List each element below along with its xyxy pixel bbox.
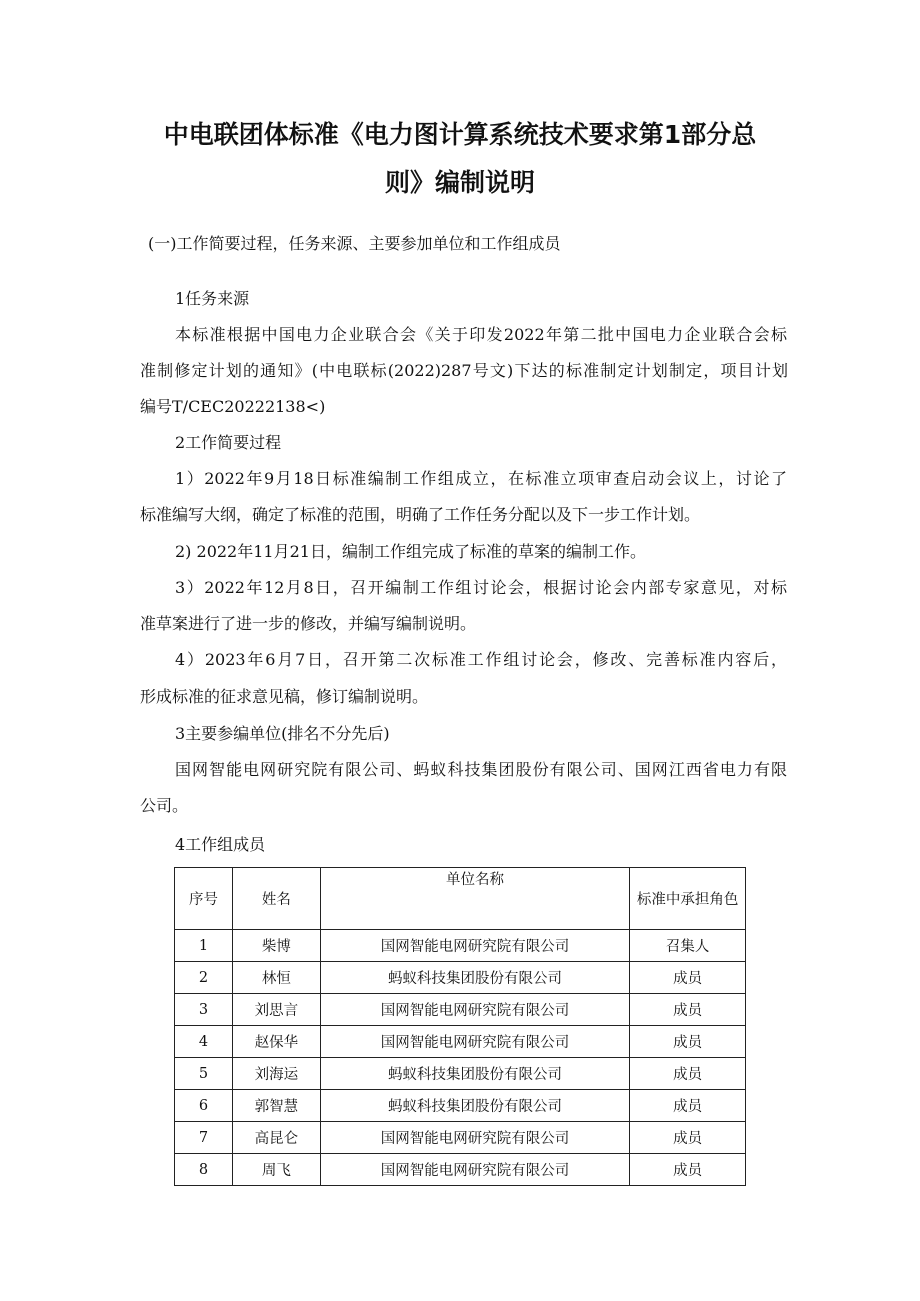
cell-name: 刘海运	[232, 1058, 320, 1090]
column-header-role: 标准中承担角色	[630, 868, 746, 930]
task-source-heading: 1任务来源	[175, 289, 250, 308]
process-item-1-line-2: 标准编写大纲，确定了标准的范围，明确了工作任务分配以及下一步工作计划。	[140, 505, 701, 524]
cell-role: 召集人	[630, 930, 746, 962]
process-item-4-line-2: 形成标准的征求意见稿，修订编制说明。	[140, 687, 429, 706]
process-item-3-line-1: 3）2022年12月8日，召开编制工作组讨论会，根据讨论会内部专家意见，对标	[175, 578, 787, 597]
cell-index: 1	[175, 930, 233, 962]
table-header-row	[175, 868, 746, 930]
members-table	[174, 867, 746, 1186]
process-item-2: 2) 2022年11月21日，编制工作组完成了标准的草案的编制工作。	[175, 542, 646, 561]
process-item-1-line-1: 1）2022年9月18日标准编制工作组成立，在标准立项审查启动会议上，讨论了	[175, 469, 787, 488]
table-row	[175, 994, 746, 1026]
table-row	[175, 1090, 746, 1122]
cell-name: 周飞	[232, 1154, 320, 1186]
process-item-3-line-2: 准草案进行了进一步的修改，并编写编制说明。	[140, 614, 477, 633]
members-heading: 4工作组成员	[175, 835, 266, 854]
cell-unit: 蚂蚁科技集团股份有限公司	[320, 1090, 629, 1122]
cell-unit: 国网智能电网研究院有限公司	[320, 994, 629, 1026]
task-source-line-1: 本标准根据中国电力企业联合会《关于印发2022年第二批中国电力企业联合会标	[175, 325, 787, 344]
column-header-index: 序号	[175, 868, 233, 930]
table-row	[175, 1026, 746, 1058]
cell-unit: 国网智能电网研究院有限公司	[320, 1154, 629, 1186]
cell-unit: 蚂蚁科技集团股份有限公司	[320, 962, 629, 994]
cell-unit: 国网智能电网研究院有限公司	[320, 1026, 629, 1058]
cell-unit: 国网智能电网研究院有限公司	[320, 1122, 629, 1154]
column-header-name: 姓名	[232, 868, 320, 930]
cell-unit: 国网智能电网研究院有限公司	[320, 930, 629, 962]
cell-name: 赵保华	[232, 1026, 320, 1058]
cell-index: 2	[175, 962, 233, 994]
cell-name: 柴博	[232, 930, 320, 962]
participants-line-2: 公司。	[140, 796, 189, 815]
cell-role: 成员	[630, 1122, 746, 1154]
table-row	[175, 962, 746, 994]
cell-unit: 蚂蚁科技集团股份有限公司	[320, 1058, 629, 1090]
cell-role: 成员	[630, 1154, 746, 1186]
cell-name: 刘思言	[232, 994, 320, 1026]
participants-heading: 3主要参编单位(排名不分先后)	[175, 724, 390, 743]
cell-role: 成员	[630, 1026, 746, 1058]
cell-index: 5	[175, 1058, 233, 1090]
cell-role: 成员	[630, 1090, 746, 1122]
cell-role: 成员	[630, 1058, 746, 1090]
cell-name: 郭智慧	[232, 1090, 320, 1122]
task-source-line-2: 准制修定计划的通知》(中电联标(2022)287号文)下达的标准制定计划制定，项目计划	[140, 361, 788, 380]
document-title-line-2: 则》编制说明	[384, 168, 535, 197]
process-heading: 2工作简要过程	[175, 433, 282, 452]
table-row	[175, 1122, 746, 1154]
cell-index: 4	[175, 1026, 233, 1058]
table-row	[175, 1154, 746, 1186]
table-row	[175, 1058, 746, 1090]
cell-name: 林恒	[232, 962, 320, 994]
cell-index: 3	[175, 994, 233, 1026]
cell-name: 高昆仑	[232, 1122, 320, 1154]
cell-role: 成员	[630, 962, 746, 994]
document-title-line-1: 中电联团体标准《电力图计算系统技术要求第1部分总	[163, 120, 757, 149]
table-row	[175, 930, 746, 962]
participants-line-1: 国网智能电网研究院有限公司、蚂蚁科技集团股份有限公司、国网江西省电力有限	[175, 760, 787, 779]
process-item-4-line-1: 4）2023年6月7日，召开第二次标准工作组讨论会，修改、完善标准内容后，	[175, 650, 787, 669]
section-heading: (一)工作简要过程，任务来源、主要参加单位和工作组成员	[148, 234, 561, 253]
cell-role: 成员	[630, 994, 746, 1026]
task-source-line-3: 编号T/CEC20222138<)	[140, 397, 326, 416]
cell-index: 6	[175, 1090, 233, 1122]
cell-index: 7	[175, 1122, 233, 1154]
cell-index: 8	[175, 1154, 233, 1186]
column-header-unit: 单位名称	[320, 868, 629, 930]
